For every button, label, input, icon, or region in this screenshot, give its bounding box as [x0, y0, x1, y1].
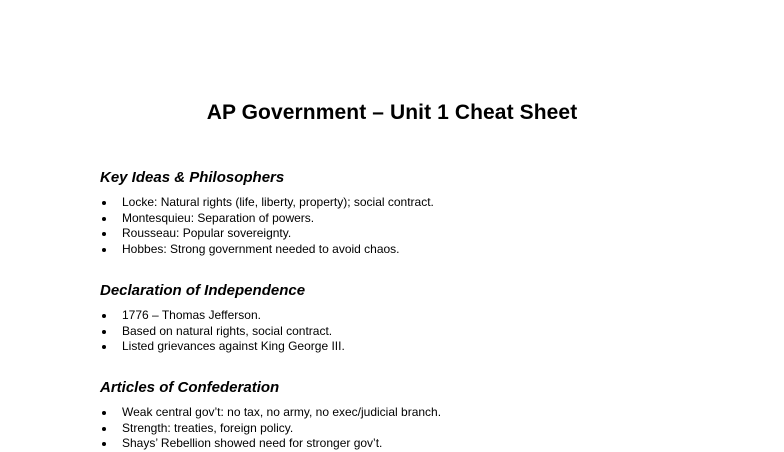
bullet-icon [102, 201, 106, 205]
section-declaration [100, 282, 740, 355]
list-item [100, 242, 740, 258]
list-item-text: Strength: treaties, foreign policy. [122, 420, 294, 435]
list-item-text: 1776 – Thomas Jefferson. [122, 308, 261, 322]
list-item [100, 211, 740, 227]
bullet-icon [102, 314, 106, 318]
section-heading: Key Ideas & Philosophers [100, 169, 285, 186]
list-item [100, 226, 740, 242]
list-item-text: Rousseau: Popular sovereignty. [122, 226, 292, 240]
list-item [100, 436, 740, 452]
list-item-text: Listed grievances against King George III. [122, 339, 345, 353]
bullet-icon [102, 411, 106, 415]
bullet-list [100, 308, 740, 355]
list-item-text: Locke: Natural rights (life, liberty, property); social contract. [122, 195, 434, 209]
list-item-text: Based on natural rights, social contract. [122, 323, 333, 338]
list-item [100, 324, 740, 340]
bullet-icon [102, 427, 106, 431]
section-articles [100, 379, 740, 452]
section-key-ideas [100, 169, 740, 257]
bullet-icon [102, 345, 106, 349]
list-item [100, 195, 740, 211]
bullet-icon [102, 248, 106, 252]
section-heading: Declaration of Independence [100, 282, 306, 299]
list-item [100, 421, 740, 437]
list-item-text: Montesquieu: Separation of powers. [122, 210, 315, 225]
section-heading: Articles of Confederation [100, 379, 280, 396]
bullet-icon [102, 232, 106, 236]
list-item-text: Shays’ Rebellion showed need for stronger gov’t. [122, 436, 383, 450]
bullet-icon [102, 330, 106, 334]
document-title: AP Government – Unit 1 Cheat Sheet [206, 101, 578, 124]
list-item [100, 339, 740, 355]
bullet-list [100, 405, 740, 452]
list-item [100, 308, 740, 324]
bullet-icon [102, 442, 106, 446]
list-item-text: Weak central gov’t: no tax, no army, no exec/judicial branch. [122, 405, 442, 419]
list-item-text: Hobbes: Strong government needed to avoid chaos. [122, 241, 400, 256]
list-item [100, 405, 740, 421]
bullet-list [100, 195, 740, 257]
bullet-icon [102, 217, 106, 221]
